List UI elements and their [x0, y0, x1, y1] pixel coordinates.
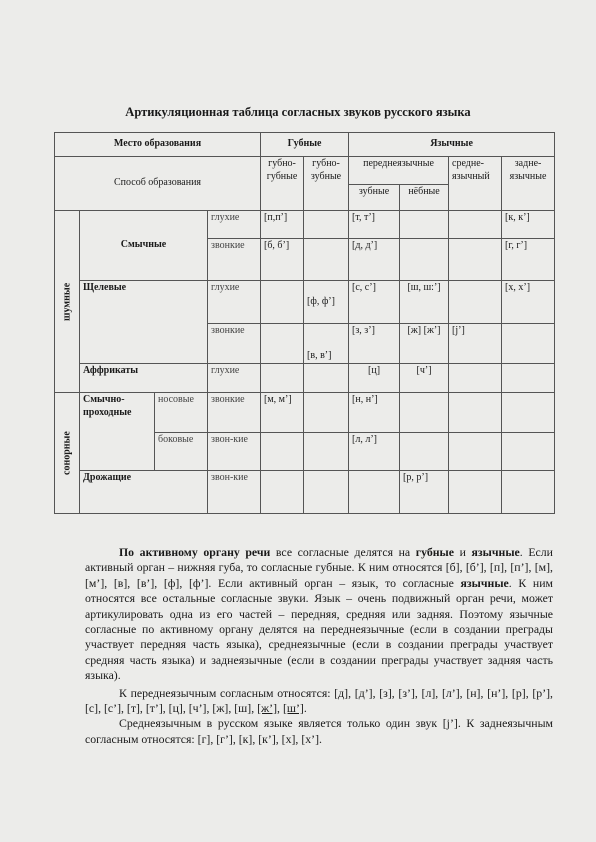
row-trills: Дрожащие — [80, 471, 208, 514]
cell-fric-voiceless-dental: [с, с’] — [349, 281, 400, 324]
voiced-label: звон-кие — [208, 433, 261, 471]
lateral-label: боковые — [155, 433, 208, 471]
row-fricatives: Щелевые — [80, 281, 208, 364]
term-labial: губные — [415, 545, 455, 559]
cell-nasal-bilabial: [м, м’] — [261, 393, 304, 433]
cell-stops-voiceless-bilabial: [п,п’] — [261, 211, 304, 239]
page-title: Артикуляционная таблица согласных звуков русского языка — [125, 105, 471, 119]
cell-fric-voiceless-back: [х, х’] — [502, 281, 555, 324]
header-method: Способ образования — [55, 157, 261, 211]
voiceless-label: глухие — [208, 364, 261, 393]
header-palatal: нёбные — [400, 185, 449, 211]
cell-fric-voiceless-palatal: [ш, ш:’] — [400, 281, 449, 324]
voiced-label: звон-кие — [208, 471, 261, 514]
header-place: Место образования — [55, 133, 261, 157]
header-front: переднеязычные — [349, 157, 449, 185]
cell-lateral-dental: [л, л’] — [349, 433, 400, 471]
cell-affr-dental: [ц] — [349, 364, 400, 393]
term-lingual-2: язычные — [460, 575, 509, 590]
cell-stops-voiced-back: [г, г’] — [502, 239, 555, 281]
paragraph-2: К переднеязычным согласным относятся: [д], [д’], [з], [з’], [л], [л’], [н], [н’], [р], [р’], [с], [с’], [т], [т’], [ц], [ч’], [ж], [ш], [ж’], [ш’]. — [85, 685, 553, 716]
header-lingual: Язычные — [349, 133, 555, 157]
paragraph-1: По активному органу речи все согласные делятся на губные и язычные. Если активный орган – нижняя губа, то согласные губные. К ним относятся [б], [б’], [п], [п’], [м], [м’], [в], [в’], [ф], [ф’]. Если активный орган – язык, то согласные язычные. К ним относятся все остальные согласные звуки. Язык – очень подвижный орган речи, может артикулировать одна из его частей – передняя, средняя или задняя. Поэтому язычные согласные по активному органу делятся на переднеязычные (если в создании преграды участвует передняя часть языка), среднеязычные (если в создании преграды участвует средняя часть языка) и заднеязычные (если в создании преграды участвует задняя часть языка). — [85, 545, 553, 683]
header-dental: зубные — [349, 185, 400, 211]
paragraph-3: Среднеязычным в русском языке является только один звук [j’]. К заднеязычным согласным относятся: [г], [г’], [к], [к’], [х], [х’]. — [85, 716, 553, 746]
body-text — [85, 545, 553, 747]
group-sonorant: сонорные — [55, 393, 80, 514]
cell-stops-voiceless-dental: [т, т’] — [349, 211, 400, 239]
term-lingual: язычные — [471, 545, 520, 559]
header-labial: Губные — [261, 133, 349, 157]
header-middle: средне-язычный — [449, 157, 502, 211]
group-noisy: шумные — [55, 211, 80, 393]
row-stops: Смычные — [80, 211, 208, 281]
voiced-label: звонкие — [208, 393, 261, 433]
cell-fric-voiced-palatal: [ж] [ж’] — [400, 324, 449, 364]
cell-affr-palatal: [ч’] — [400, 364, 449, 393]
row-affricates: Аффрикаты — [80, 364, 208, 393]
voiceless-label: глухие — [208, 281, 261, 324]
voiced-label: звонкие — [208, 239, 261, 281]
cell-nasal-dental: [н, н’] — [349, 393, 400, 433]
articulation-table — [54, 132, 555, 514]
voiced-label: звонкие — [208, 324, 261, 364]
cell-trill-palatal: [р, р’] — [400, 471, 449, 514]
voiceless-label: глухие — [208, 211, 261, 239]
header-back: задне-язычные — [502, 157, 555, 211]
cell-fric-voiceless-labiodental: [ф, ф’] — [304, 281, 349, 324]
cell-stops-voiceless-back: [к, к’] — [502, 211, 555, 239]
cell-stops-voiced-dental: [д, д’] — [349, 239, 400, 281]
cell-fric-voiced-dental: [з, з’] — [349, 324, 400, 364]
cell-stops-voiced-bilabial: [б, б’] — [261, 239, 304, 281]
header-labiodental: губно-зубные — [304, 157, 349, 211]
row-nasal-stops: Смычно-проходные — [80, 393, 155, 471]
cell-fric-voiced-labiodental: [в, в’] — [304, 324, 349, 364]
cell-fric-voiced-middle: [j’] — [449, 324, 502, 364]
header-bilabial: губно-губные — [261, 157, 304, 211]
nasal-label: носовые — [155, 393, 208, 433]
term-active-organ: По активному органу речи — [119, 545, 271, 559]
